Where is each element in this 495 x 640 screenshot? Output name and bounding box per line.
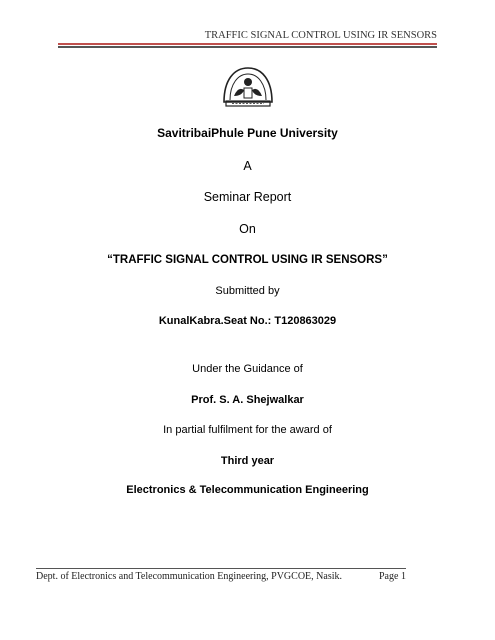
student-details: KunalKabra.Seat No.: T120863029 [158, 315, 337, 327]
page-number: Page 1 [379, 571, 406, 582]
project-title: “TRAFFIC SIGNAL CONTROL USING IR SENSORS” [107, 254, 388, 266]
branch-name: Electronics & Telecommunication Engineering [126, 484, 369, 496]
university-seal-icon [218, 62, 278, 108]
seminar-report-label: Seminar Report [203, 190, 292, 204]
header-rule-red [58, 43, 437, 45]
footer-rule [36, 568, 406, 569]
degree-year: Third year [220, 455, 275, 467]
submitted-by-label: Submitted by [215, 285, 280, 297]
header-rule-gray [58, 46, 437, 48]
cover-a: A [243, 159, 252, 173]
university-name: SavitribaiPhule Pune University [157, 126, 338, 140]
partial-fulfilment-label: In partial fulfilment for the award of [163, 424, 332, 436]
guidance-label: Under the Guidance of [192, 363, 303, 375]
footer-department: Dept. of Electronics and Telecommunication Engineering, PVGCOE, Nasik. [36, 571, 342, 582]
guide-name: Prof. S. A. Shejwalkar [191, 394, 304, 406]
cover-on: On [239, 222, 256, 236]
running-header: TRAFFIC SIGNAL CONTROL USING IR SENSORS [204, 30, 437, 41]
